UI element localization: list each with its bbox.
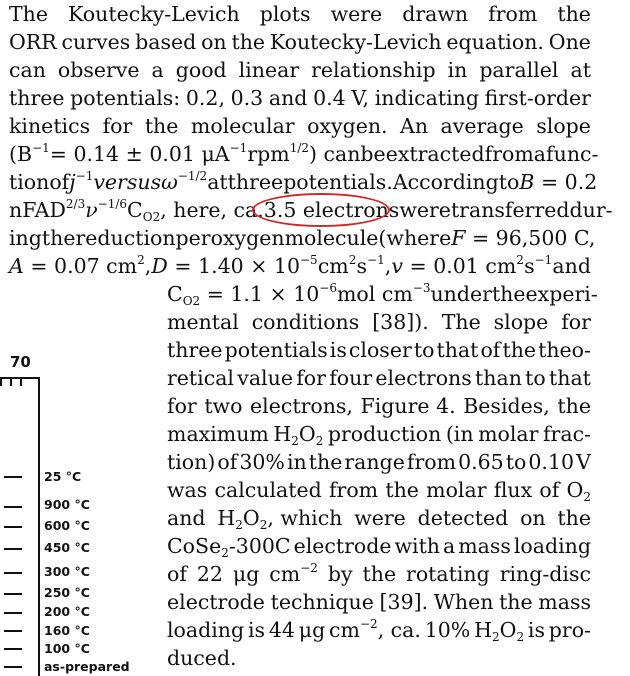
word: $j^{-1}$ [69, 169, 94, 194]
axis-tick-label: 70 [10, 353, 31, 371]
word: observe [57, 58, 140, 82]
word: three [9, 86, 65, 110]
word: $D = 1.40 \times 10^{-5}$ [151, 253, 318, 278]
word: relationship [311, 58, 436, 82]
word: by [327, 562, 353, 586]
word: electrons [375, 366, 472, 390]
curve-marker [4, 648, 22, 650]
word: to [413, 338, 435, 362]
word: An [400, 114, 429, 138]
text-line [9, 0, 591, 28]
word: from [484, 142, 534, 166]
word: (where [378, 226, 452, 250]
word: Koutecky-Levich [68, 2, 240, 26]
word: of [539, 478, 560, 502]
word: duced. [167, 646, 237, 670]
curve-label: 200 °C [44, 604, 90, 619]
text-line [167, 616, 591, 644]
curve-marker [4, 572, 22, 574]
curve-label: as-prepared [44, 659, 130, 674]
word: $H_2O_2$ [273, 422, 324, 448]
word: V, [351, 86, 370, 110]
axis-tick [0, 377, 2, 386]
word: parallel [479, 58, 559, 82]
curve-label: 600 °C [44, 518, 90, 533]
word: $s^{-1}$, [356, 253, 392, 278]
curve-marker [4, 630, 22, 632]
text-line [167, 336, 591, 364]
word: 44 [268, 618, 295, 642]
word: is [247, 618, 266, 642]
text-line [9, 168, 598, 196]
word: 0.4 [313, 86, 346, 110]
word: flux [493, 478, 533, 502]
word: of [167, 562, 187, 586]
curve-label: 25 °C [44, 469, 82, 484]
text-line [167, 420, 591, 448]
curve-label: 250 °C [44, 585, 90, 600]
word: be [360, 142, 386, 166]
curve-marker [4, 548, 22, 550]
word: a [533, 142, 547, 166]
word: per [175, 226, 211, 250]
text-line [167, 364, 591, 392]
word: the [557, 394, 591, 418]
word: frac- [542, 422, 591, 446]
word: the [557, 506, 591, 530]
word: slope [536, 114, 591, 138]
text-line [167, 588, 591, 616]
word: 22 [196, 562, 223, 586]
word: in [447, 58, 468, 82]
text-line [167, 476, 591, 504]
word: under [430, 282, 492, 306]
word: ring-disc [499, 562, 591, 586]
word: two [204, 394, 243, 418]
word: indicating [374, 86, 479, 110]
curve-label: 450 °C [44, 540, 90, 555]
word: were [330, 2, 383, 26]
word: technique [270, 590, 374, 614]
curve-label: 160 °C [44, 623, 90, 638]
word: According [392, 170, 499, 194]
word: $cm^2$ [317, 253, 357, 278]
word: electrode [167, 590, 265, 614]
word: to [525, 366, 546, 390]
word: μg [298, 618, 326, 642]
word: plots [259, 2, 311, 26]
word: $cm^{-2}$ [269, 561, 318, 586]
curve-marker [4, 476, 22, 478]
word: good [175, 58, 227, 82]
word: tion) [167, 450, 216, 474]
word: 0.2, [185, 86, 225, 110]
word: the [499, 590, 533, 614]
word: retical [167, 366, 234, 390]
word: for [296, 366, 326, 390]
text-line [9, 224, 596, 252]
word: rpm$^{1/2}$) can [247, 141, 361, 166]
word: conditions [251, 310, 360, 334]
word: 30% [239, 450, 285, 474]
text-line [167, 560, 591, 588]
word: $s^{-1}$ [524, 253, 553, 278]
word: extracted [385, 142, 485, 166]
word: equation. [446, 30, 544, 54]
word: at [207, 170, 228, 194]
figure-fragment [0, 350, 160, 676]
curve-marker [4, 593, 22, 595]
word: from [488, 2, 538, 26]
word: three [227, 170, 284, 194]
word: on [201, 30, 227, 54]
word: molar [478, 422, 539, 446]
text-line [9, 28, 591, 56]
word: electrons, [250, 394, 353, 418]
word: tion [9, 170, 50, 194]
curve-marker [4, 526, 22, 528]
word: molecular [190, 114, 295, 138]
highlight-ellipse [252, 193, 390, 227]
word: mental [167, 310, 239, 334]
word: four [329, 366, 373, 390]
curve-label: 900 °C [44, 497, 90, 512]
word: $cm^{-2}$, ca. [329, 617, 421, 642]
word: calculated [214, 478, 322, 502]
word: mass [538, 590, 591, 614]
word: was [167, 478, 208, 502]
text-line [9, 84, 591, 112]
word: of [217, 450, 238, 474]
word: range [344, 450, 405, 474]
word: [39]. [379, 590, 429, 614]
word: than [475, 366, 522, 390]
word: linear [238, 58, 300, 82]
curve-marker [4, 612, 22, 614]
word: closer [348, 338, 412, 362]
word: $nFAD^{2/3}\nu^{-1/6}C_{O2}$, here, ca. [9, 197, 264, 224]
word: reduction [75, 226, 176, 250]
curve-marker [4, 666, 22, 668]
text-line [167, 308, 591, 336]
word: the [308, 450, 343, 474]
word: value [237, 366, 293, 390]
word: of [49, 170, 70, 194]
word: mol $cm^{-3}$ [336, 281, 431, 306]
text-line [167, 532, 591, 560]
word: curves [61, 30, 131, 54]
highlighted-phrase: 3.5 electrons [263, 198, 400, 222]
word: the [231, 30, 266, 54]
word: potentials [224, 338, 328, 362]
word: 0.10 [528, 450, 575, 474]
word: for [561, 310, 591, 334]
word: the [41, 226, 76, 250]
word: loading [513, 534, 591, 558]
word: for [102, 114, 133, 138]
text-line [167, 448, 591, 476]
word: and [552, 254, 591, 278]
word: and [268, 86, 308, 110]
word: A = 0.07 $cm^2$, [9, 253, 152, 278]
curve-label: 100 °C [44, 641, 90, 656]
word: were [354, 506, 406, 530]
axis-tick [10, 377, 12, 386]
word: is [527, 618, 545, 642]
word: and [167, 506, 206, 530]
word: of [480, 338, 501, 362]
text-line [9, 140, 599, 168]
word: ($B^{-1}= 0.14 \pm 0.01$ $\mu A^{-1}$ [9, 141, 248, 166]
word: v = 0.01 $cm^2$ [391, 253, 524, 278]
word: at [570, 58, 591, 82]
word: in [286, 450, 307, 474]
word: electrode [293, 534, 392, 558]
word: mass [458, 534, 511, 558]
word: Besides, [463, 394, 550, 418]
text-line [167, 504, 591, 532]
word: the [385, 478, 419, 502]
word: average [440, 114, 524, 138]
axis-line-vertical [38, 377, 40, 676]
word: kinetics [9, 114, 91, 138]
word: oxygen [210, 226, 285, 250]
word: that [436, 338, 479, 362]
word: $O_2$ [566, 478, 591, 504]
word: CoSe$_2$-300C [167, 534, 291, 560]
word: the [144, 114, 179, 138]
word: drawn [402, 2, 469, 26]
word: from [328, 478, 379, 502]
curve-label: 300 °C [44, 564, 90, 579]
word: a [151, 58, 164, 82]
word: dur- [569, 198, 613, 222]
word: potentials. [283, 170, 393, 194]
text-line [9, 56, 591, 84]
word: $C_{O2} = 1.1 \times 10^{-6}$ [167, 281, 337, 308]
word: pro- [548, 618, 591, 642]
word: theo- [538, 338, 591, 362]
word: The [441, 310, 481, 334]
word: μg [232, 562, 260, 586]
word: $\omega^{-1/2}$ [161, 169, 208, 194]
word: the [557, 2, 591, 26]
text-line [167, 392, 591, 420]
text-line [9, 252, 591, 280]
word: Figure 4. [360, 394, 456, 418]
word: that [549, 366, 591, 390]
word: B = 0.2 [519, 170, 598, 194]
word: were [399, 198, 451, 222]
word: is [329, 338, 347, 362]
word: oxygen. [307, 114, 388, 138]
word: production [327, 422, 442, 446]
word: for [167, 394, 197, 418]
word: The [9, 2, 49, 26]
word: slope [493, 310, 549, 334]
word: molar [426, 478, 487, 502]
word: the [491, 282, 526, 306]
word: ORR [9, 30, 57, 54]
word: V [576, 450, 591, 474]
word: maximum [167, 422, 269, 446]
word: func- [546, 142, 599, 166]
word: $H_2O_2$ [474, 618, 525, 644]
word: [38]). [372, 310, 429, 334]
word: potentials: [70, 86, 181, 110]
word: loading [167, 618, 245, 642]
word: 0.3 [230, 86, 264, 110]
word: the [502, 338, 537, 362]
word: $H_2O_2$, which [217, 506, 343, 532]
text-line [9, 112, 591, 140]
curve-marker [4, 506, 22, 508]
word: first-order [484, 86, 591, 110]
word: with [394, 534, 441, 558]
text-line [167, 644, 591, 672]
word: to [505, 450, 527, 474]
word: 0.65 [458, 450, 504, 474]
word: three [167, 338, 223, 362]
word: experi- [525, 282, 598, 306]
word: When [433, 590, 494, 614]
word: Koutecky-Levich [269, 30, 442, 54]
word: the [362, 562, 397, 586]
word: 10% [424, 618, 471, 642]
word: from [406, 450, 457, 474]
word: a [442, 534, 456, 558]
word: F = 96,500 C, [451, 226, 596, 250]
axis-tick [20, 377, 22, 386]
word: ing [9, 226, 42, 250]
word: One [548, 30, 591, 54]
word: versus [93, 170, 162, 194]
word: can [9, 58, 46, 82]
word: transferred [450, 198, 570, 222]
text-line [167, 280, 598, 308]
word: rotating [406, 562, 490, 586]
word: detected [417, 506, 509, 530]
word: (in [445, 422, 474, 446]
word: to [498, 170, 520, 194]
word: on [520, 506, 546, 530]
word: molecule [284, 226, 379, 250]
word: based [135, 30, 197, 54]
